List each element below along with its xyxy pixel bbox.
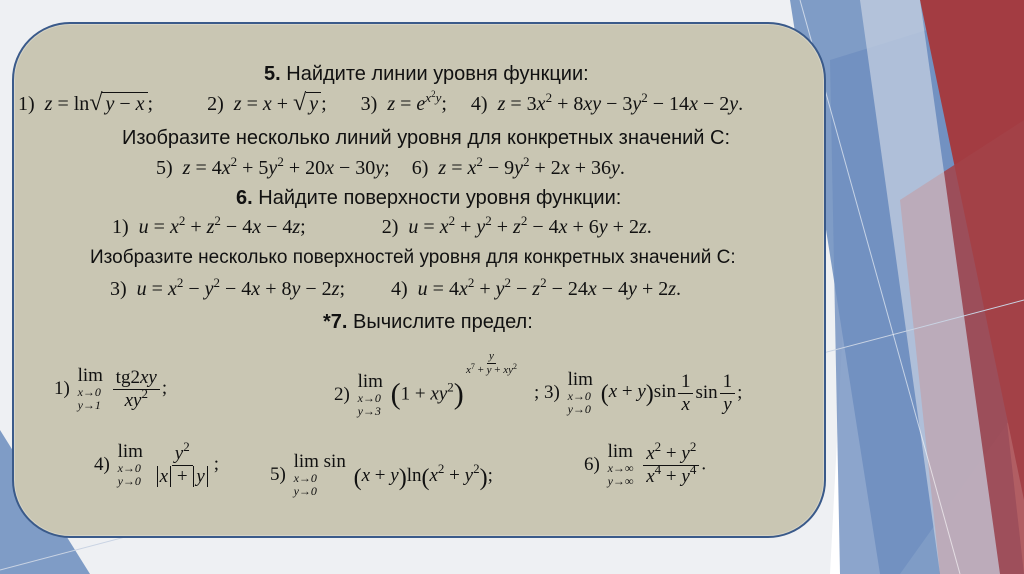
- limit-5: 5) lim sin x→0 y→0 $(x + y)\ln(x^2 + y^2)$;: [270, 451, 493, 498]
- task7-heading: [323, 310, 533, 334]
- task6-functions-row-2: [110, 277, 681, 301]
- item-number: 6): [411, 157, 429, 179]
- formula-5: $z = 4x^2 + 5y^2 + 20x - 30y$;: [182, 154, 390, 179]
- task5-heading: [264, 62, 589, 86]
- formula-6-2: $u = x^2 + y^2 + z^2 - 4x + 6y + 2z$.: [408, 213, 652, 238]
- item-number: 2): [381, 216, 399, 238]
- item-number: 1): [54, 378, 70, 399]
- formula-1: z = ln√ y − x ;: [44, 90, 154, 116]
- task5-functions-row-2: [156, 156, 625, 180]
- formula-6-1: $u = x^2 + z^2 - 4x - 4z$;: [138, 213, 306, 238]
- item-number: 3): [360, 93, 378, 115]
- task5-functions-row: [18, 91, 743, 116]
- item-number: 3): [544, 382, 560, 403]
- task6-functions-row: [112, 215, 652, 239]
- item-number: 4): [94, 454, 110, 475]
- task5-title: Найдите линии уровня функции:: [286, 63, 589, 85]
- item-number: 3): [110, 278, 127, 300]
- item-number: 1): [112, 216, 129, 238]
- item-number: 6): [584, 454, 600, 475]
- task5-number: 5.: [264, 63, 281, 85]
- task6-title: Найдите поверхности уровня функции:: [258, 187, 622, 209]
- formula-6-4: $u = 4x^2 + y^2 - z^2 - 24x - 4y + 2z$.: [417, 275, 682, 300]
- formula-6: $z = x^2 - 9y^2 + 2x + 36y$.: [438, 154, 625, 179]
- item-number: 2): [334, 384, 350, 405]
- task6-draw-instruction: Изобразите несколько поверхностей уровня для конкретных значений C:: [90, 247, 736, 268]
- item-number: 5): [156, 157, 173, 179]
- task7-number: *7.: [323, 311, 348, 333]
- formula-2: z = x + √ y ;: [233, 90, 327, 116]
- item-number: 4): [470, 93, 488, 115]
- item-number: 2): [207, 93, 224, 115]
- task7-title: Вычислите предел:: [353, 311, 533, 333]
- item-number: 5): [270, 464, 286, 485]
- limit-2-exponent: $\frac{y}{x^7 + y + xy^2}$: [466, 350, 517, 376]
- formula-3: $z = e^{x^2y}$;: [387, 89, 447, 115]
- formula-4: $z = 3x^2 + 8xy - 3y^2 - 14x - 2y$.: [497, 90, 744, 115]
- formula-6-3: $u = x^2 - y^2 - 4x + 8y - 2z$;: [136, 275, 345, 300]
- limit-4: 4) lim x→0 y→0 $\frac{y^2}{x + y}$ ;: [94, 438, 220, 488]
- task6-number: 6.: [236, 187, 253, 209]
- item-number: 1): [18, 93, 35, 115]
- limit-6: 6) lim x→∞ y→∞ $\frac{x^2 + y^2}{x^4 + y^4}$ .: [584, 438, 707, 488]
- task5-draw-instruction: Изобразите несколько линий уровня для конкретных значений C:: [122, 127, 731, 149]
- limit-3: ; 3) lim x→0 y→0 (x + y)sin $\frac{1}{x}$ sin $\frac{1}{y}$ ;: [534, 369, 743, 416]
- task6-heading: [236, 186, 621, 210]
- limit-1: 1) lim x→0 y→1 $\frac{tg2xy}{xy^2}$ ;: [54, 365, 168, 412]
- item-number: 4): [391, 278, 408, 300]
